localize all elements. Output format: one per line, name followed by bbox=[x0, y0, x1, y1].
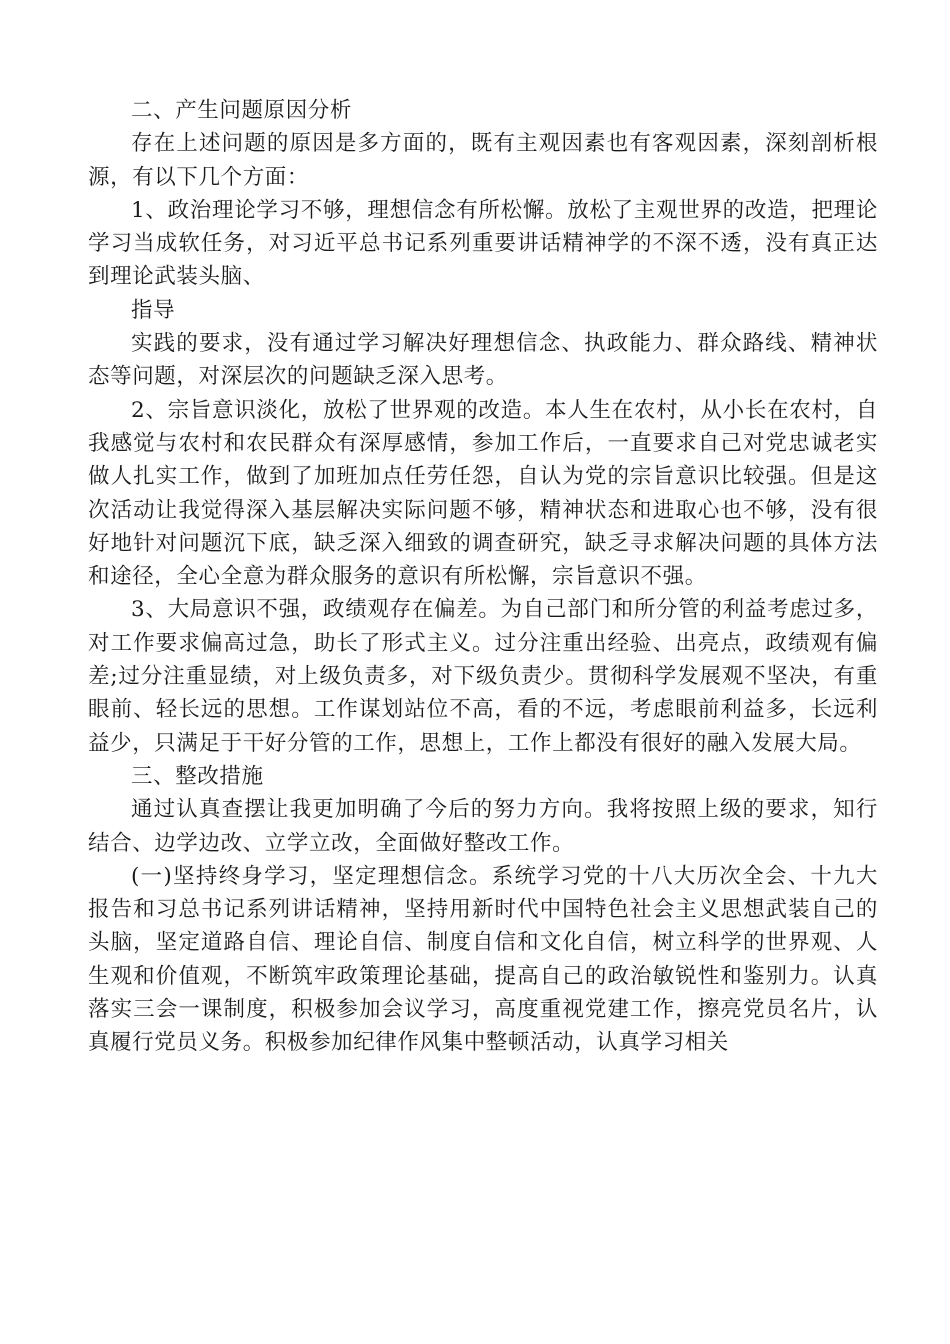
paragraph-causes-intro: 存在上述问题的原因是多方面的，既有主观因素也有客观因素，深刻剖析根源，有以下几个方面： bbox=[88, 131, 878, 190]
document-body bbox=[88, 94, 878, 1060]
paragraph-cause-1-continued: 实践的要求，没有通过学习解决好理想信念、执政能力、群众路线、精神状态等问题，对深层次的问题缺乏深入思考。 bbox=[88, 331, 878, 390]
section-heading-causes: 二、产生问题原因分析 bbox=[131, 98, 353, 123]
paragraph-cause-1-guidance: 指导 bbox=[131, 297, 176, 323]
paragraph-cause-2: 2、宗旨意识淡化，放松了世界观的改造。本人生在农村，从小长在农村，自我感觉与农村和农民群众有深厚感情，参加工作后，一直要求自己对党忠诚老实做人扎实工作，做到了加班加点任劳任怨，自认为党的宗旨意识比较强。但是这次活动让我觉得深入基层解决实际问题不够，精神状态和进取心也不够，没有很好地针对问题沉下底，缺乏深入细致的调查研究，缺乏寻求解决问题的具体方法和途径，全心全意为群众服务的意识有所松懈，宗旨意识不强。 bbox=[88, 397, 878, 590]
section-heading-measures: 三、整改措施 bbox=[131, 763, 264, 789]
paragraph-cause-3: 3、大局意识不强，政绩观存在偏差。为自己部门和所分管的利益考虑过多，对工作要求偏高过急，助长了形式主义。过分注重出经验、出亮点，政绩观有偏差;过分注重显绩，对上级负责多，对下级负责少。贯彻科学发展观不坚决，有重眼前、轻长远的思想。工作谋划站位不高，看的不远，考虑眼前利益多，长远利益少，只满足于干好分管的工作，思想上，工作上都没有很好的融入发展大局。 bbox=[88, 597, 878, 756]
paragraph-measures-intro: 通过认真查摆让我更加明确了今后的努力方向。我将按照上级的要求，知行结合、边学边改、立学立改，全面做好整改工作。 bbox=[88, 797, 878, 856]
paragraph-measure-1: (一)坚持终身学习，坚定理想信念。系统学习党的十八大历次全会、十九大报告和习总书记系列讲话精神，坚持用新时代中国特色社会主义思想武装自己的头脑，坚定道路自信、理论自信、制度自信和文化自信，树立科学的世界观、人生观和价值观，不断筑牢政策理论基础，提高自己的政治敏锐性和鉴别力。认真落实三会一课制度，积极参加会议学习，高度重视党建工作，擦亮党员名片，认真履行党员义务。积极参加纪律作风集中整顿活动，认真学习相关 bbox=[88, 863, 878, 1056]
paragraph-cause-1: 1、政治理论学习不够，理想信念有所松懈。放松了主观世界的改造，把理论学习当成软任务，对习近平总书记系列重要讲话精神学的不深不透，没有真正达到理论武装头脑、 bbox=[88, 197, 878, 290]
